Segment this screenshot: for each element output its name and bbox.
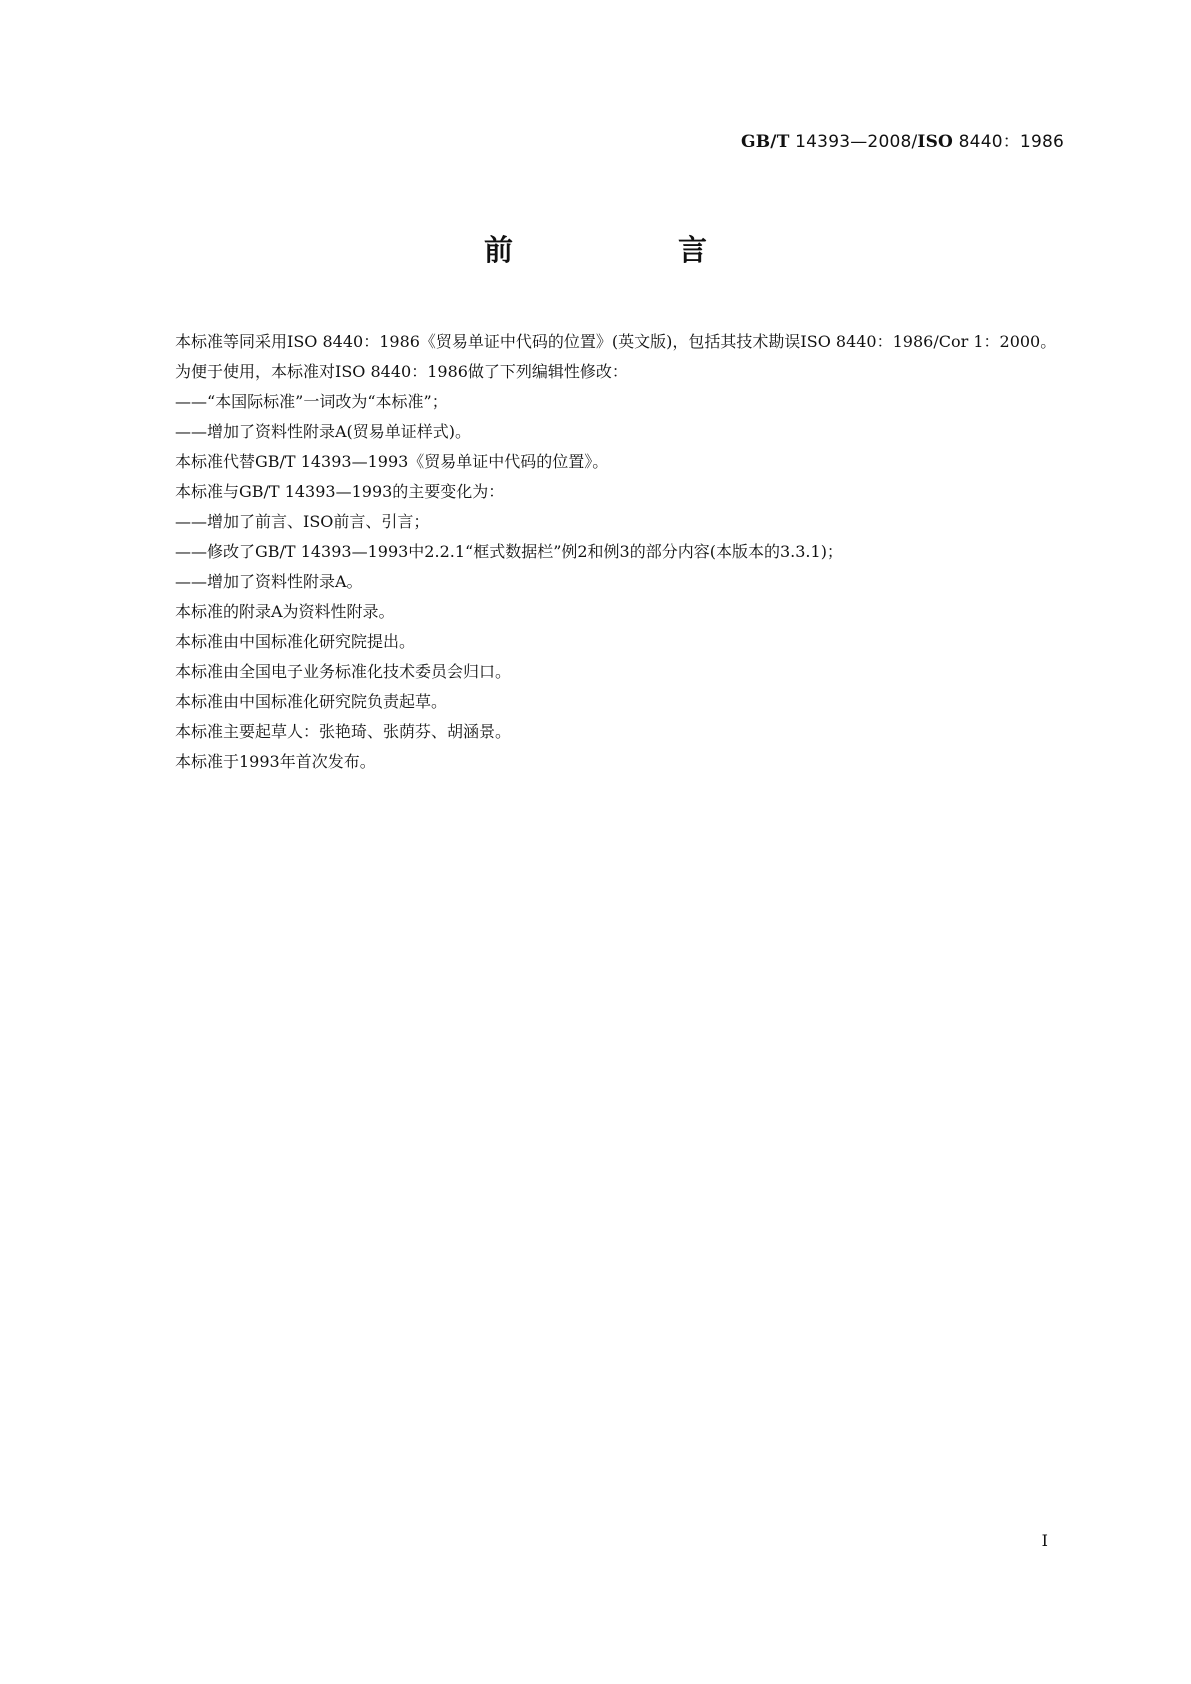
paragraph-adoption: 本标准等同采用ISO 8440：1986《贸易单证中代码的位置》(英文版)，包括其技术勘误ISO 8440：1986/Cor 1：2000。	[175, 332, 1057, 351]
paragraph-edits-intro: 为便于使用，本标准对ISO 8440：1986做了下列编辑性修改：	[175, 362, 628, 381]
list-item: ——增加了资料性附录A。	[175, 572, 363, 591]
standard-number-header	[741, 127, 1064, 152]
paragraph-drafters: 本标准主要起草人：张艳琦、张荫芬、胡涵景。	[175, 722, 512, 741]
list-item: ——修改了GB/T 14393—1993中2.2.1“框式数据栏”例2和例3的部分内容(本版本的3.3.1)；	[175, 542, 843, 561]
header-iso: ISO	[917, 132, 954, 152]
list-item: ——“本国际标准”一词改为“本标准”；	[175, 392, 448, 411]
paragraph-proposer: 本标准由中国标准化研究院提出。	[175, 632, 416, 651]
paragraph-first-published: 本标准于1993年首次发布。	[175, 752, 376, 771]
list-item: ——增加了前言、ISO前言、引言；	[175, 512, 430, 531]
paragraph-annex: 本标准的附录A为资料性附录。	[175, 602, 395, 621]
header-gbt: GB/T	[741, 132, 790, 152]
foreword-body	[135, 327, 1065, 777]
page-number: I	[1041, 1531, 1048, 1550]
paragraph-drafting-org: 本标准由中国标准化研究院负责起草。	[175, 692, 448, 711]
paragraph-replaces: 本标准代替GB/T 14393—1993《贸易单证中代码的位置》。	[175, 452, 609, 471]
header-number: 14393—2008/	[789, 132, 918, 152]
list-item: ——增加了资料性附录A(贸易单证样式)。	[175, 422, 472, 441]
header-iso-number: 8440：1986	[953, 132, 1064, 152]
paragraph-changes-intro: 本标准与GB/T 14393—1993的主要变化为：	[175, 482, 505, 501]
paragraph-committee: 本标准由全国电子业务标准化技术委员会归口。	[175, 662, 512, 681]
page-title: 前 言	[483, 233, 775, 267]
